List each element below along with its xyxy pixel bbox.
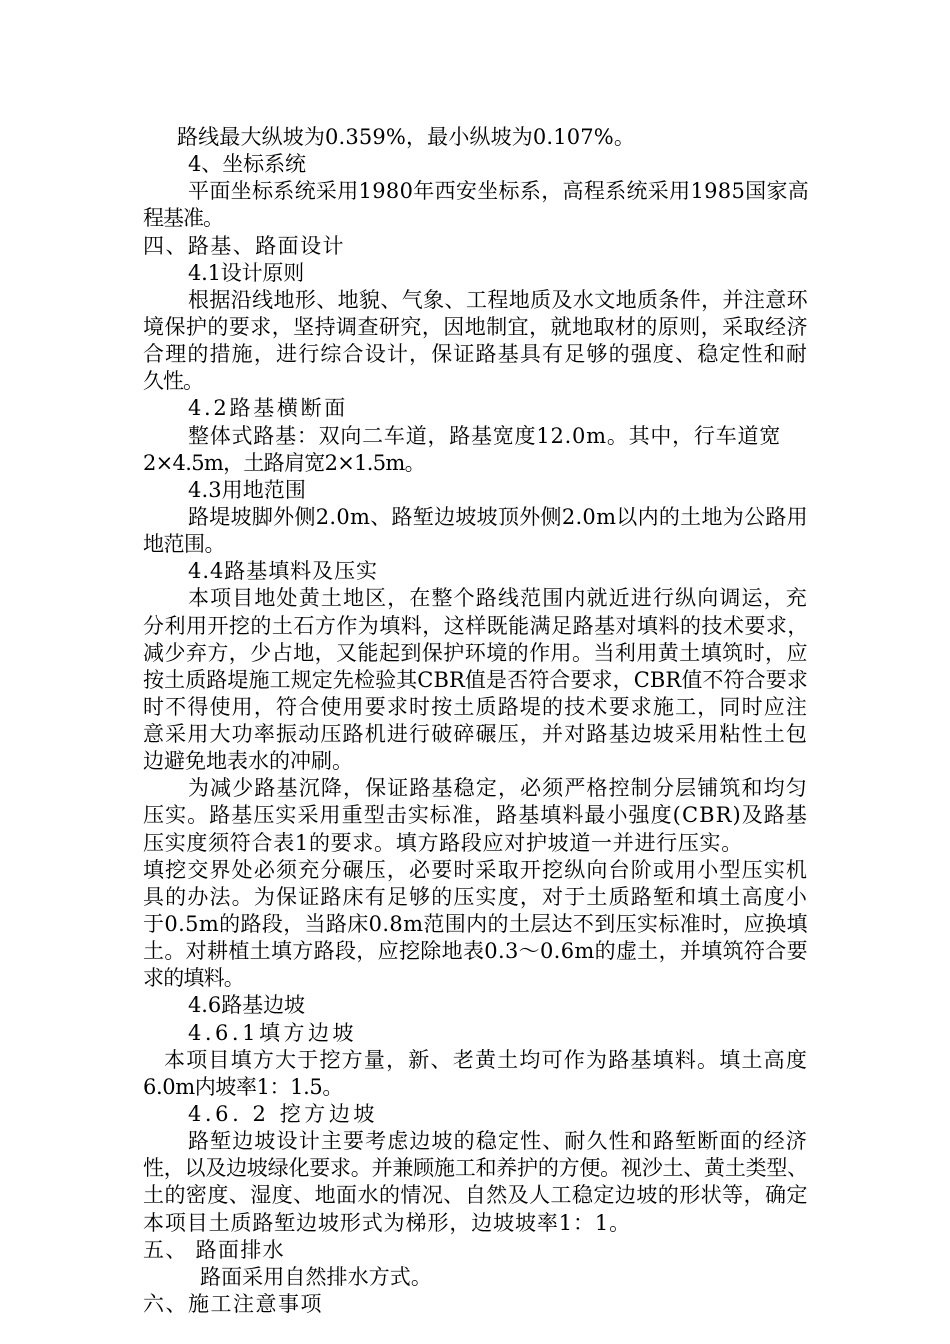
text-line: 程基准。 xyxy=(143,206,223,230)
text-line: 6.0m内坡率1：1.5。 xyxy=(143,1075,343,1099)
text-line: 时不得使用，符合使用要求时按土质路堤的技术要求施工，同时应注 xyxy=(143,695,809,719)
text-line: 具的办法。为保证路床有足够的压实度，对于土质路堑和填土高度小 xyxy=(143,885,809,909)
text-line: 压实。路基压实采用重型击实标准，路基填料最小强度(CBR)及路基 xyxy=(143,803,808,827)
text-line: 按土质路堤施工规定先检验其CBR值是否符合要求，CBR值不符合要求 xyxy=(143,668,808,692)
text-line: 为减少路基沉降，保证路基稳定，必须严格控制分层铺筑和均匀 xyxy=(188,776,808,800)
text-line: 地范围。 xyxy=(143,532,225,556)
text-line: 平面坐标系统采用1980年西安坐标系，高程系统采用1985国家高 xyxy=(188,179,810,203)
text-line: 境保护的要求，坚持调查研究，因地制宜，就地取材的原则，采取经济 xyxy=(143,315,808,339)
text-line: 土。对耕植土填方路段，应挖除地表0.3～0.6m的虚土，并填筑符合要 xyxy=(143,939,808,963)
text-line: 土的密度、湿度、地面水的情况、自然及人工稳定边坡的形状等，确定 xyxy=(143,1183,808,1207)
section-heading: 4、坐标系统 xyxy=(188,152,307,176)
text-line: 意采用大功率振动压路机进行破碎碾压，并对路基边坡采用粘性土包 xyxy=(143,722,809,746)
chapter-heading: 五、 路面排水 xyxy=(143,1238,285,1262)
text-line: 路堤坡脚外侧2.0m、路堑边坡坡顶外侧2.0m以内的土地为公路用 xyxy=(188,505,808,529)
section-heading: 4.6路基边坡 xyxy=(188,993,305,1017)
chapter-heading: 六、施工注意事项 xyxy=(143,1292,323,1316)
text-line: 填挖交界处必须充分碾压，必要时采取开挖纵向台阶或用小型压实机 xyxy=(143,858,809,882)
section-heading: 4.6.1填方边坡 xyxy=(188,1021,358,1045)
text-line: 边避免地表水的冲刷。 xyxy=(143,749,353,773)
text-line: 2×4.5m，土路肩宽2×1.5m。 xyxy=(143,451,425,475)
text-line: 减少弃方，少占地，又能起到保护环境的作用。当利用黄土填筑时，应 xyxy=(143,641,808,665)
text-line: 本项目地处黄土地区，在整个路线范围内就近进行纵向调运，充 xyxy=(188,586,808,610)
text-line: 于0.5m的路段，当路床0.8m范围内的土层达不到压实标准时，应换填 xyxy=(143,912,808,936)
text-line: 路面采用自然排水方式。 xyxy=(200,1265,432,1289)
text-line: 合理的措施，进行综合设计，保证路基具有足够的强度、稳定性和耐 xyxy=(143,342,809,366)
section-heading: 4.2路基横断面 xyxy=(188,396,348,420)
text-line: 根据沿线地形、地貌、气象、工程地质及水文地质条件，并注意环 xyxy=(188,288,809,312)
text-line: 本项目土质路堑边坡形式为梯形，边坡坡率1：1。 xyxy=(143,1211,631,1235)
text-line: 整体式路基：双向二车道，路基宽度12.0m。其中，行车道宽 xyxy=(188,424,781,448)
section-heading: 4.3用地范围 xyxy=(188,478,306,502)
text-line: 本项目填方大于挖方量，新、老黄土均可作为路基填料。填土高度 xyxy=(164,1048,809,1072)
text-line: 久性。 xyxy=(143,369,203,393)
text-line: 路线最大纵坡为0.359%，最小纵坡为0.107%。 xyxy=(177,125,636,149)
chapter-heading: 四、路基、路面设计 xyxy=(143,234,345,258)
text-line: 分利用开挖的土石方作为填料，这样既能满足路基对填料的技术要求， xyxy=(143,614,809,638)
text-line: 路堑边坡设计主要考虑边坡的稳定性、耐久性和路堑断面的经济 xyxy=(188,1129,808,1153)
section-heading: 4.1设计原则 xyxy=(188,261,304,285)
text-line: 压实度须符合表1的要求。填方路段应对护坡道一并进行压实。 xyxy=(143,831,743,855)
section-heading: 4.6. 2 挖方边坡 xyxy=(188,1102,378,1126)
text-line: 求的填料。 xyxy=(143,966,244,990)
section-heading: 4.4路基填料及压实 xyxy=(188,559,378,583)
text-line: 性，以及边坡绿化要求。并兼顾施工和养护的方便。视沙土、黄土类型、 xyxy=(143,1156,808,1180)
